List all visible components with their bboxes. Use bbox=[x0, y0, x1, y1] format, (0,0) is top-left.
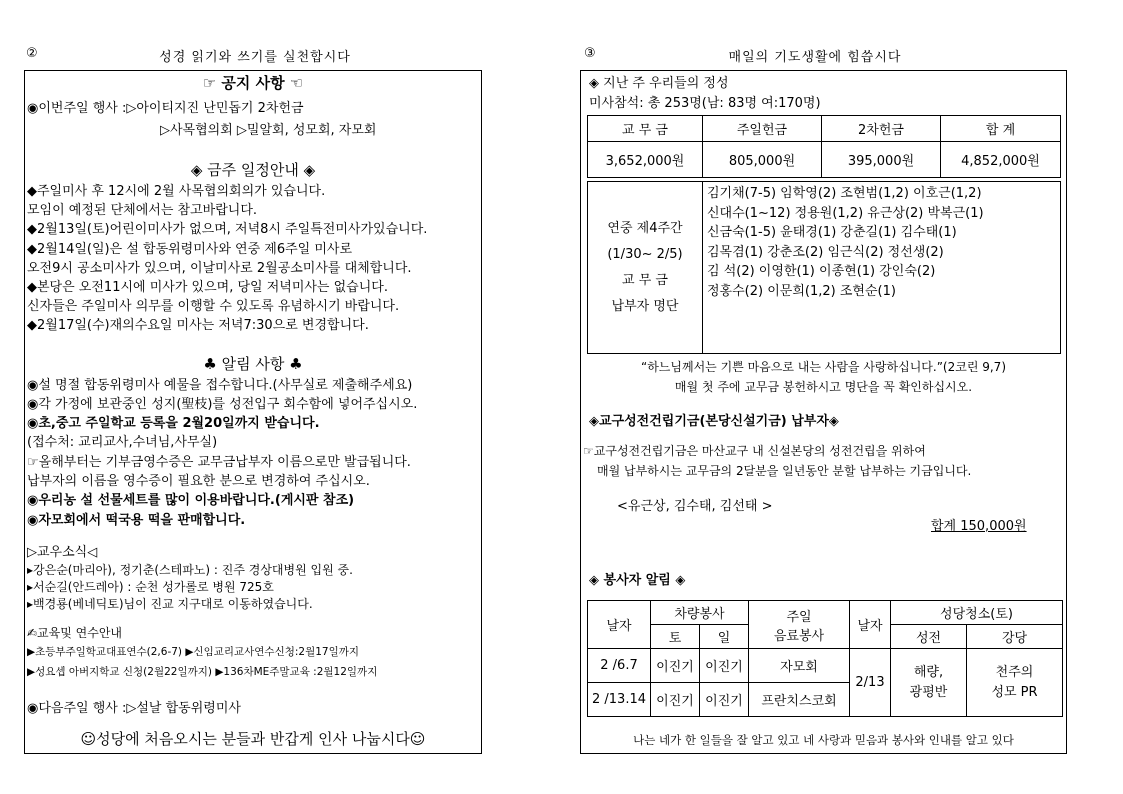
week-item: ◆주일미사 후 12시에 2월 사목협의회의가 있습니다. bbox=[27, 184, 326, 199]
left-footer: ☺성당에 처음오시는 분들과 반갑게 인사 나눕시다☺ bbox=[80, 730, 426, 748]
week-item: ◆2월13일(토)어린이미사가 없으며, 저녁8시 주일특전미사가있습니다. bbox=[27, 222, 428, 237]
vol-header-gang: 강당 bbox=[967, 625, 1063, 649]
offering-value: 4,852,000원 bbox=[941, 142, 1061, 178]
vol-header-sun: 일 bbox=[700, 625, 749, 649]
alarm-title: ♣ 알림 사항 ♣ bbox=[203, 355, 303, 373]
offering-header: 2차헌금 bbox=[822, 116, 941, 142]
donor-table bbox=[587, 181, 1061, 354]
offering-value: 3,652,000원 bbox=[588, 142, 703, 178]
vol-header-drink: 주일 음료봉사 bbox=[749, 601, 850, 649]
fund-title: ◈교구성전건립기금(본당신설기금) 납부자◈ bbox=[589, 414, 839, 429]
quote-reminder: 매월 첫 주에 교무금 봉헌하시고 명단을 꼭 확인하십시오. bbox=[674, 380, 973, 394]
left-panel bbox=[24, 70, 482, 754]
event-line-2: ▷사목협의회 ▷밀알회, 성모회, 자모회 bbox=[160, 123, 377, 138]
vol-header-clean: 성당청소(토) bbox=[891, 601, 1063, 625]
week-item: 신자들은 주일미사 의무를 이행할 수 있도록 유념하시기 바랍니다. bbox=[27, 299, 400, 314]
right-page-number: ③ bbox=[584, 46, 596, 61]
fund-total: 합계 150,000원 bbox=[931, 519, 1027, 534]
vol-header-car: 차량봉사 bbox=[651, 601, 749, 625]
right-footer: 나는 네가 한 일들을 잘 알고 있고 네 사랑과 믿음과 봉사와 인내를 알고 있다 bbox=[633, 733, 1014, 747]
news-item: ▸강은순(마리아), 정기춘(스테파노) : 진주 경상대병원 입원 중. bbox=[27, 563, 353, 577]
fund-line-1: ☞교구성전건립기금은 마산교구 내 신설본당의 성전건립을 위하여 bbox=[583, 444, 926, 458]
news-title: ▷교우소식◁ bbox=[27, 545, 98, 560]
alarm-item: (접수처: 교리교사,수녀님,사무실) bbox=[27, 435, 218, 450]
news-item: ▸백경룡(베네딕토)님이 진교 지구대로 이동하였습니다. bbox=[27, 597, 313, 611]
vol-header-hall: 성전 bbox=[891, 625, 967, 649]
fund-line-2: 매월 납부하시는 교무금의 2달분을 일년동안 분할 납부하는 기금입니다. bbox=[597, 464, 972, 478]
attendance: 미사참석: 총 253명(남: 83명 여:170명) bbox=[589, 96, 821, 111]
week-item: 오전9시 공소미사가 있으며, 이날미사로 2월공소미사를 대체합니다. bbox=[27, 261, 412, 276]
alarm-item: ◉자모회에서 떡국용 떡을 판매합니다. bbox=[27, 513, 246, 528]
event-line-1: ◉이번주일 행사 :▷아이티지진 난민돕기 2차헌금 bbox=[27, 101, 304, 116]
offering-header: 합 계 bbox=[941, 116, 1061, 142]
vol-header-date: 날자 bbox=[588, 601, 651, 649]
vol-row-sat: 이진기 bbox=[651, 649, 700, 683]
vol-row-sun: 이진기 bbox=[700, 649, 749, 683]
volunteer-table bbox=[587, 600, 1063, 717]
vol-row-drink: 프란치스코회 bbox=[749, 683, 850, 717]
fund-names: <유근상, 김수태, 김선태 > bbox=[617, 499, 773, 514]
week-item: 모임이 예정된 단체에서는 참고바랍니다. bbox=[27, 203, 258, 218]
vol-header-date2: 날자 bbox=[850, 601, 891, 649]
donor-list: 김기채(7-5) 임학영(2) 조현범(1,2) 이호근(1,2) 신대수(1~12) 정용원(1,2) 유근상(2) 박복근(1) 신금숙(1-5) 윤태경(1) 강춘길(1) 김수태(1) 김목겸(1) 강춘조(2) 임근식(2) 정선생(2) 김 석(2) 이영한(1) 이종현(1) 강인숙(2) 정홍수(2) 이문희(1,2) 조현순(1) bbox=[703, 182, 1061, 354]
left-header: 성경 읽기와 쓰기를 실천합시다 bbox=[159, 50, 351, 65]
week-item: ◆2월14일(일)은 설 합동위령미사와 연중 제6주일 미사로 bbox=[27, 242, 353, 257]
volunteer-title: ◈ 봉사자 알림 ◈ bbox=[589, 573, 686, 588]
news-item: ▸서순길(안드레아) : 순천 성가롤로 병원 725호 bbox=[27, 580, 274, 594]
alarm-item: ◉각 가정에 보관중인 성지(聖枝)를 성전입구 회수함에 넣어주십시오. bbox=[27, 397, 418, 412]
edu-item: ▶성요셉 아버지학교 신청(2월22일까지) ▶136차ME주말교육 :2월12일까지 bbox=[27, 666, 378, 678]
week-title: ◈ 금주 일정안내 ◈ bbox=[190, 161, 316, 179]
offering-value: 395,000원 bbox=[822, 142, 941, 178]
vol-row-date: 2 /13.14 bbox=[588, 683, 651, 717]
week-item: ◆본당은 오전11시에 미사가 있으며, 당일 저녁미사는 없습니다. bbox=[27, 280, 388, 295]
offering-header: 주일헌금 bbox=[703, 116, 822, 142]
offering-value: 805,000원 bbox=[703, 142, 822, 178]
vol-header-sat: 토 bbox=[651, 625, 700, 649]
left-page-number: ② bbox=[26, 46, 38, 61]
quote-verse: “하느님께서는 기쁜 마음으로 내는 사람을 사랑하십니다.”(2코린 9,7) bbox=[640, 360, 1007, 374]
last-week-title: ◈ 지난 주 우리들의 정성 bbox=[589, 76, 729, 91]
offering-table bbox=[587, 115, 1061, 178]
alarm-item: ◉설 명절 합동위령미사 예물을 접수합니다.(사무실로 제출해주세요) bbox=[27, 378, 413, 393]
vol-row-date: 2 /6.7 bbox=[588, 649, 651, 683]
vol-row-sun: 이진기 bbox=[700, 683, 749, 717]
edu-title: ✍교육및 연수안내 bbox=[27, 626, 123, 640]
alarm-item: ◉초,중고 주일학교 등록을 2월20일까지 받습니다. bbox=[27, 416, 320, 431]
notice-title: ☞ 공지 사항 ☜ bbox=[202, 74, 304, 92]
alarm-item: 납부자의 이름을 영수증이 필요한 분으로 변경하여 주십시오. bbox=[27, 474, 370, 489]
donor-label: 연중 제4주간 (1/30~ 2/5) 교 무 금 납부자 명단 bbox=[588, 182, 703, 354]
alarm-item: ☞올해부터는 기부금영수증은 교무금납부자 이름으로만 발급됩니다. bbox=[27, 455, 411, 470]
right-panel bbox=[580, 70, 1067, 754]
offering-header: 교 무 금 bbox=[588, 116, 703, 142]
vol-hall: 해량, 광평반 bbox=[891, 649, 967, 717]
week-item: ◆2월17일(수)재의수요일 미사는 저녁7:30으로 변경합니다. bbox=[27, 318, 369, 333]
vol-gang: 천주의 성모 PR bbox=[967, 649, 1063, 717]
right-header: 매일의 기도생활에 힘씁시다 bbox=[728, 50, 902, 65]
edu-item: ▶초등부주일학교대표연수(2,6-7) ▶신임교리교사연수신청:2월17일까지 bbox=[27, 646, 360, 658]
vol-row-drink: 자모회 bbox=[749, 649, 850, 683]
alarm-item: ◉우리농 설 선물세트를 많이 이용바랍니다.(게시판 참조) bbox=[27, 493, 355, 508]
vol-row-sat: 이진기 bbox=[651, 683, 700, 717]
next-event: ◉다음주일 행사 :▷설날 합동위령미사 bbox=[27, 701, 241, 716]
vol-date2: 2/13 bbox=[850, 649, 891, 717]
